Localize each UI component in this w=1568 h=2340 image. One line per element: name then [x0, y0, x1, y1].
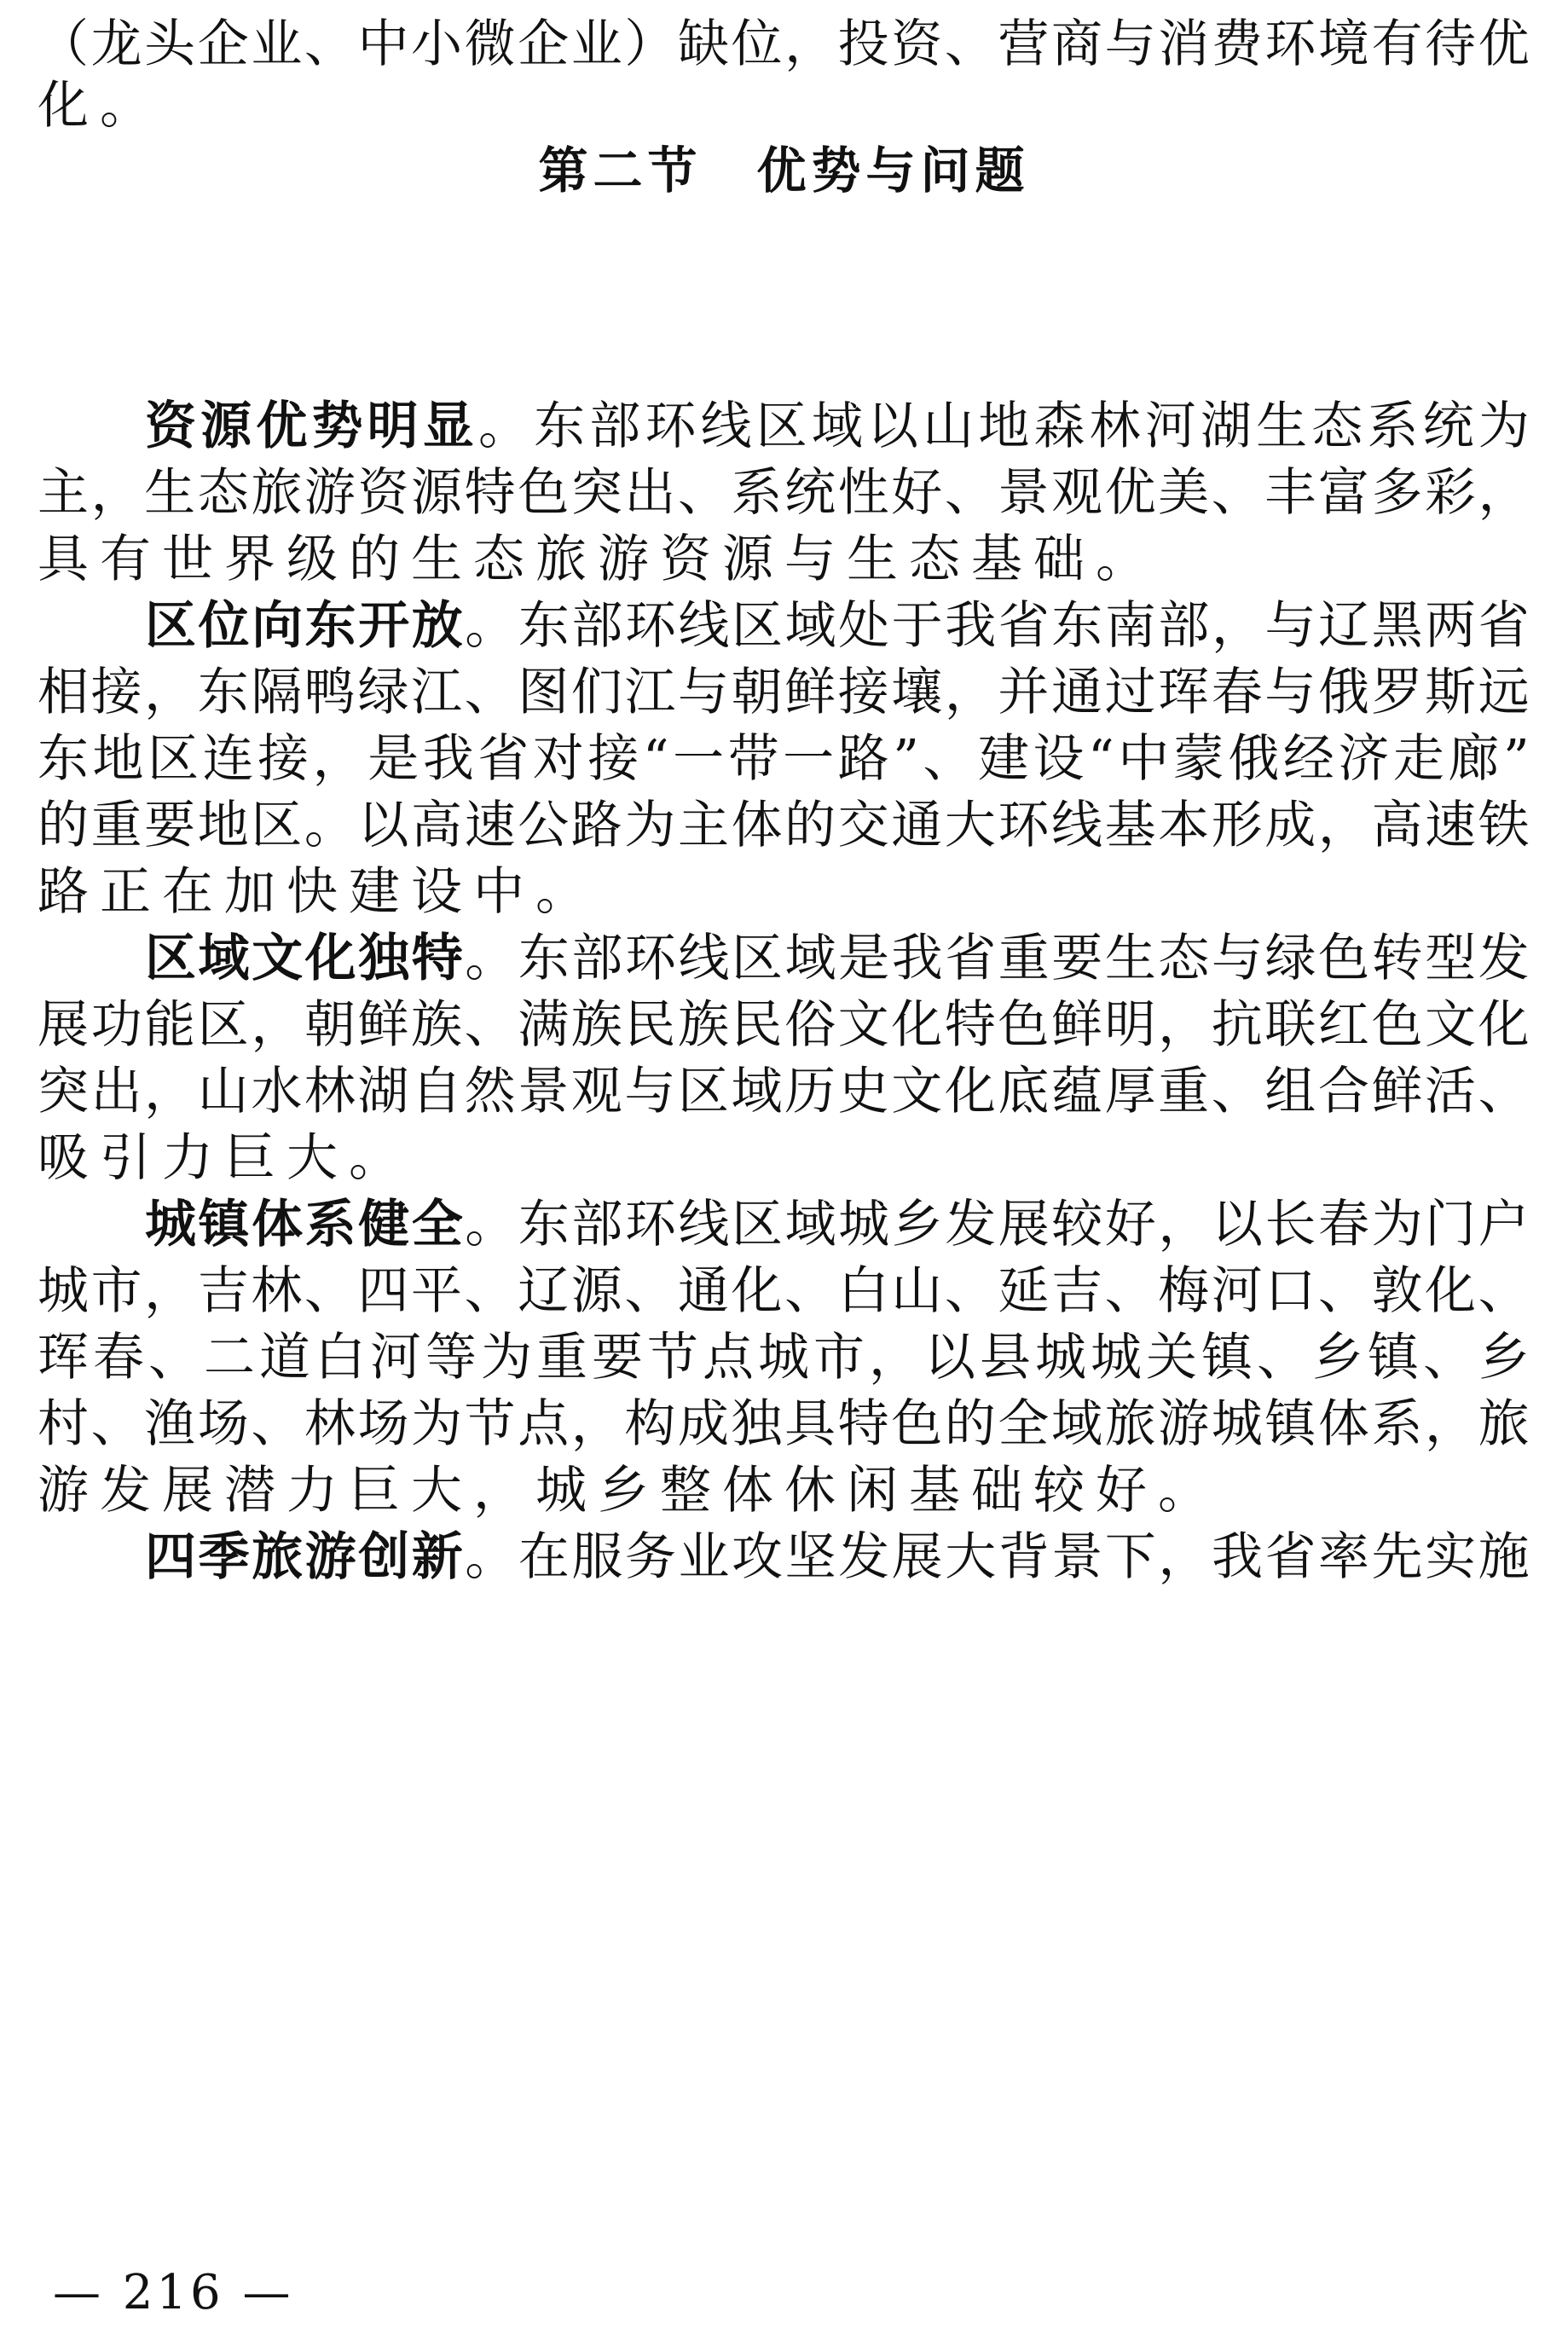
text-line: 路 正 在 加 快 建 设 中 。: [38, 862, 587, 922]
text-line: 区 域 文 化 独 特 。 东 部 环 线 区 域 是 我 省 重 要 生 态 与 绿 色 转 型 发: [145, 929, 1530, 988]
text-line: 吸 引 力 巨 大 。: [38, 1128, 400, 1188]
text-line: 村 、 渔 场 、 林 场 为 节 点 ， 构 成 独 具 特 色 的 全 域 旅 游 城 镇 体 系 ， 旅: [38, 1394, 1530, 1454]
text-line: 相 接 ， 东 隔 鸭 绿 江 、 图 们 江 与 朝 鲜 接 壤 ， 并 通 过 珲 春 与 俄 罗 斯 远: [38, 663, 1530, 722]
text-line: 东 地 区 连 接 ， 是 我 省 对 接 “ 一 带 一 路 ” 、 建 设 “ 中 蒙 俄 经 济 走 廊 ”: [38, 729, 1530, 789]
text-line: 珲 春 、 二 道 白 河 等 为 重 要 节 点 城 市 ， 以 县 城 城 关 镇 、 乡 镇 、 乡: [38, 1328, 1530, 1387]
page-number: — 216 —: [53, 2265, 294, 2320]
text-line: 资 源 优 势 明 显 。 东 部 环 线 区 域 以 山 地 森 林 河 湖 生 态 系 统 为: [145, 397, 1530, 456]
text-line: 化 。: [38, 76, 151, 136]
text-line: 展 功 能 区 ， 朝 鲜 族 、 满 族 民 族 民 俗 文 化 特 色 鲜 明 ， 抗 联 红 色 文 化: [38, 995, 1530, 1055]
text-line: 突 出 ， 山 水 林 湖 自 然 景 观 与 区 域 历 史 文 化 底 蕴 厚 重 、 组 合 鲜 活 、: [38, 1062, 1530, 1121]
text-line: 区 位 向 东 开 放 。 东 部 环 线 区 域 处 于 我 省 东 南 部 ， 与 辽 黑 两 省: [145, 596, 1530, 656]
text-line: 具 有 世 界 级 的 生 态 旅 游 资 源 与 生 态 基 础 。: [38, 530, 1147, 589]
text-line: 四 季 旅 游 创 新 。 在 服 务 业 攻 坚 发 展 大 背 景 下 ， 我 省 率 先 实 施: [145, 1527, 1530, 1587]
text-line: 城 市 ， 吉 林 、 四 平 、 辽 源 、 通 化 、 白 山 、 延 吉 、 梅 河 口 、 敦 化 、: [38, 1261, 1530, 1321]
text-line: （ 龙 头 企 业 、 中 小 微 企 业 ） 缺 位 ， 投 资 、 营 商 与 消 费 环 境 有 待 优: [38, 14, 1530, 74]
text-line: 主 ， 生 态 旅 游 资 源 特 色 突 出 、 系 统 性 好 、 景 观 优 美 、 丰 富 多 彩 ，: [38, 463, 1530, 523]
text-line: 的 重 要 地 区 。 以 高 速 公 路 为 主 体 的 交 通 大 环 线 基 本 形 成 ， 高 速 铁: [38, 796, 1530, 855]
text-line: 游 发 展 潜 力 巨 大 ， 城 乡 整 体 休 闲 基 础 较 好 。: [38, 1461, 1209, 1520]
text-line: 城 镇 体 系 健 全 。 东 部 环 线 区 域 城 乡 发 展 较 好 ， 以 长 春 为 门 户: [145, 1195, 1530, 1254]
section-heading: 第二节 优势与问题: [538, 142, 1030, 200]
